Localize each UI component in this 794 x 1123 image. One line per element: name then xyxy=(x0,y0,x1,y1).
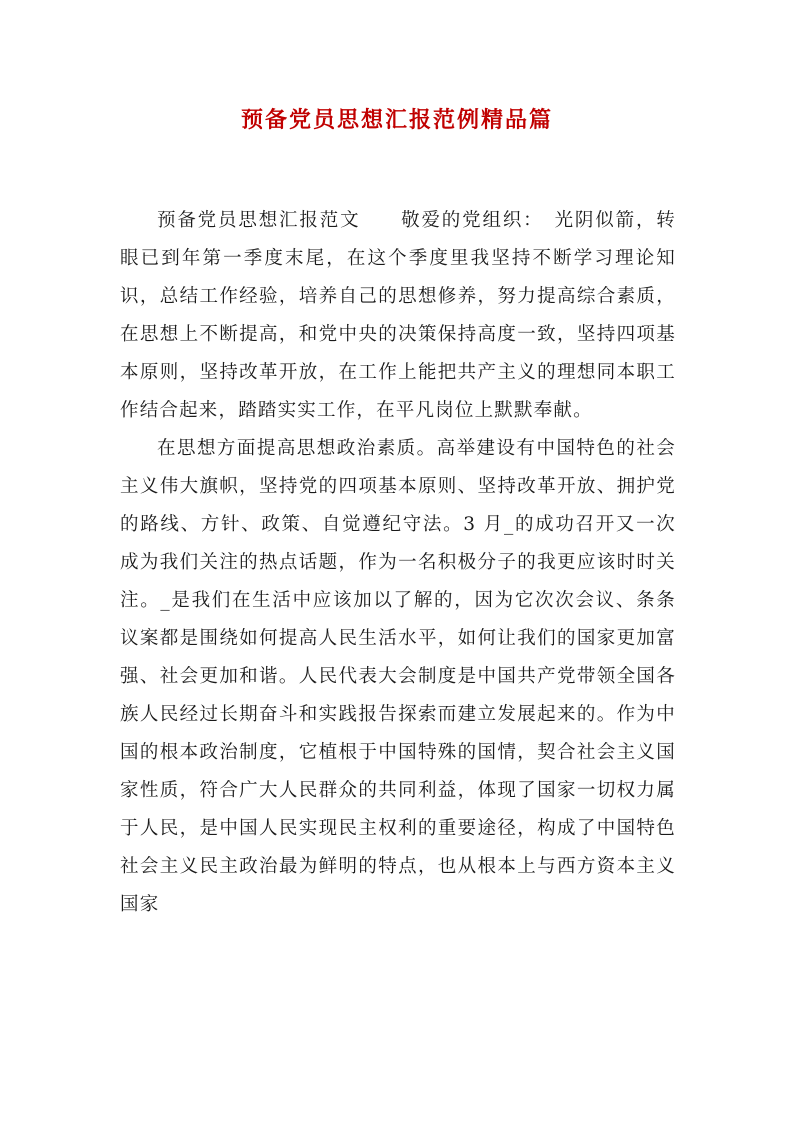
paragraph-intro: 预备党员思想汇报范文 敬爱的党组织： 光阴似箭，转眼已到年第一季度末尾，在这个季度里我坚持不断学习理论知识，总结工作经验，培养自己的思想修养，努力提高综合素质，在思想上不断提高，和党中央的决策保持高度一致，坚持四项基本原则，坚持改革开放，在工作上能把共产主义的理想同本职工作结合起来，踏踏实实工作，在平凡岗位上默默奉献。 xyxy=(120,210,676,421)
paragraph-thought: 在思想方面提高思想政治素质。高举建设有中国特色的社会主义伟大旗帜，坚持党的四项基本原则、坚持改革开放、拥护党的路线、方针、政策、自觉遵纪守法。3 月_的成功召开又一次成为我们关注的热点话题，作为一名积极分子的我更应该时时关注。_是我们在生活中应该加以了解的，因为它次次会议、条条议案都是围绕如何提高人民生活水平，如何让我们的国家更加富强、社会更加和谐。人民代表大会制度是中国共产党带领全国各族人民经过长期奋斗和实践报告探索而建立发展起来的。作为中国的根本政治制度，它植根于中国特殊的国情，契合社会主义国家性质，符合广大人民群众的共同利益，体现了国家一切权力属于人民，是中国人民实现民主权利的重要途径，构成了中国特色社会主义民主政治最为鲜明的特点，也从根本上与西方资本主义国家 xyxy=(120,438,676,915)
document-body xyxy=(120,202,676,924)
document-title: 预备党员思想汇报范例精品篇 xyxy=(240,107,553,133)
